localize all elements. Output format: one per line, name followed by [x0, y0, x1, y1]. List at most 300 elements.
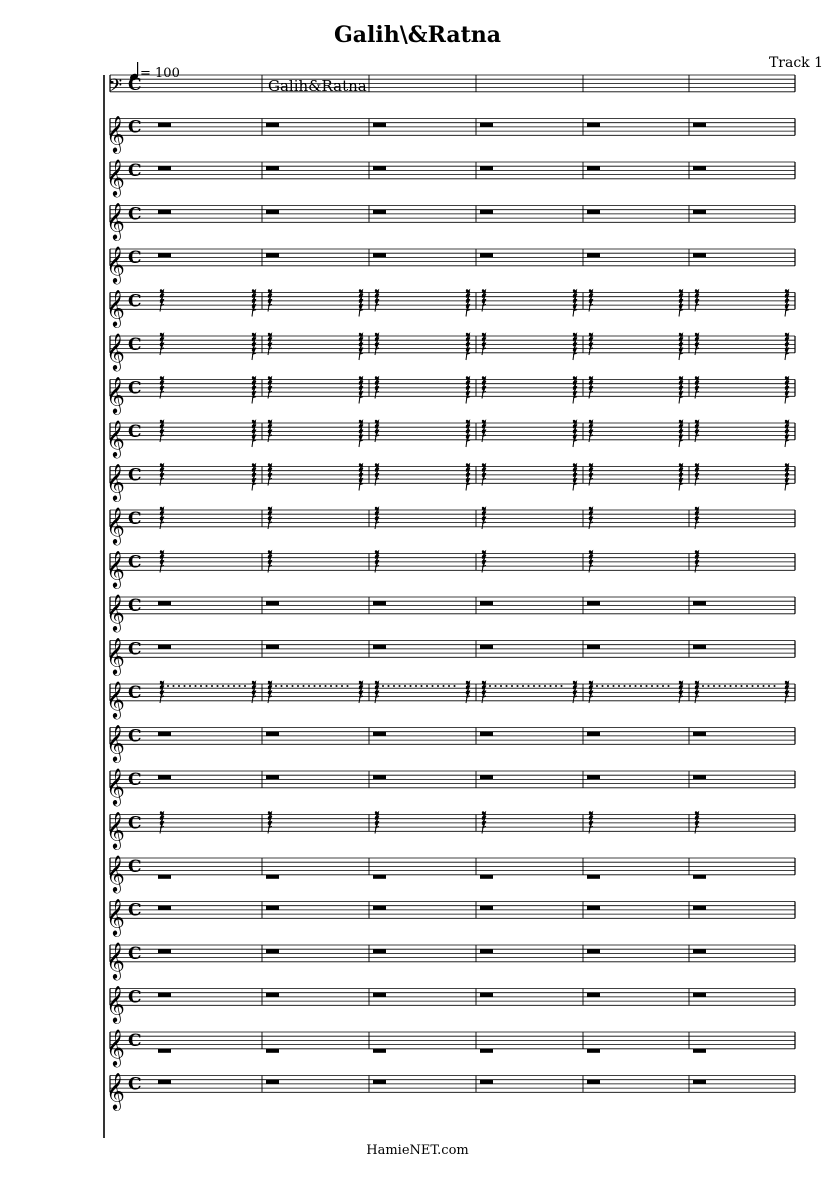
whole-rest: [693, 645, 706, 649]
staff-15: [106, 680, 795, 719]
whole-rest: [158, 166, 171, 170]
rest-stack: [573, 289, 577, 316]
whole-rest: [158, 1049, 171, 1053]
whole-rest: [693, 949, 706, 953]
rest-stack: [589, 550, 593, 572]
rest-stack: [268, 681, 272, 703]
rest-stack: [160, 420, 164, 442]
whole-rest: [693, 123, 706, 127]
dot: [596, 685, 598, 687]
rest-stack: [679, 681, 683, 703]
rest-stack: [375, 681, 379, 703]
rest-stack: [359, 463, 363, 490]
rest-stack: [160, 463, 164, 485]
whole-rest: [266, 949, 279, 953]
dot: [719, 685, 721, 687]
staff-1: [108, 75, 795, 101]
whole-rest: [266, 601, 279, 605]
rest-stack: [466, 289, 470, 316]
time-signature: C: [128, 596, 142, 616]
whole-rest: [373, 1080, 386, 1084]
rest-stack: [359, 681, 363, 703]
dot: [763, 685, 765, 687]
whole-rest: [158, 123, 171, 127]
bass-clef-icon: 𝄢: [108, 76, 123, 101]
rest-stack: [589, 463, 593, 485]
dot: [303, 685, 305, 687]
dot: [506, 685, 508, 687]
whole-rest: [693, 253, 706, 257]
time-signature: C: [128, 813, 142, 834]
rest-stack: [268, 289, 272, 311]
staff-3: [106, 158, 795, 197]
staff-20: [106, 898, 795, 937]
whole-rest: [480, 732, 493, 736]
whole-rest: [587, 949, 600, 953]
rest-stack: [482, 376, 486, 398]
rest-stack: [482, 507, 486, 529]
whole-rest: [480, 775, 493, 779]
dot: [388, 685, 390, 687]
whole-rest: [693, 775, 706, 779]
rest-stack: [679, 333, 683, 360]
staff-2: [106, 115, 795, 154]
treble-clef-icon: 𝄞: [106, 723, 125, 762]
dot: [602, 685, 604, 687]
whole-rest: [373, 601, 386, 605]
whole-rest: [693, 993, 706, 997]
rest-stack: [785, 420, 789, 447]
dot: [281, 685, 283, 687]
dot: [730, 685, 732, 687]
dot: [189, 685, 191, 687]
staff-4: [106, 202, 795, 241]
dot: [500, 685, 502, 687]
rest-stack: [160, 289, 164, 311]
dot: [421, 685, 423, 687]
dot: [657, 685, 659, 687]
dot: [702, 685, 704, 687]
dot: [228, 685, 230, 687]
whole-rest: [158, 993, 171, 997]
dot: [233, 685, 235, 687]
dot: [336, 685, 338, 687]
rest-stack: [160, 681, 164, 703]
whole-rest: [266, 1080, 279, 1084]
rest-stack: [695, 681, 699, 703]
whole-rest: [587, 123, 600, 127]
dot: [539, 685, 541, 687]
staff-23: [106, 1028, 795, 1067]
whole-rest: [693, 875, 706, 879]
rest-stack: [573, 681, 577, 703]
dot: [489, 685, 491, 687]
whole-rest: [158, 775, 171, 779]
dot: [443, 685, 445, 687]
whole-rest: [480, 166, 493, 170]
rest-stack: [252, 463, 256, 490]
time-signature: C: [128, 770, 142, 790]
whole-rest: [587, 601, 600, 605]
staff-12: [106, 550, 795, 589]
rest-stack: [359, 376, 363, 403]
whole-rest: [373, 949, 386, 953]
rest-stack: [375, 550, 379, 572]
whole-rest: [266, 166, 279, 170]
treble-clef-icon: 𝄞: [106, 810, 125, 849]
time-signature: C: [128, 552, 142, 573]
whole-rest: [480, 906, 493, 910]
rest-stack: [695, 550, 699, 572]
dot: [239, 685, 241, 687]
whole-rest: [587, 1080, 600, 1084]
rest-stack: [375, 289, 379, 311]
time-signature: C: [128, 944, 142, 964]
dot: [184, 685, 186, 687]
whole-rest: [587, 906, 600, 910]
whole-rest: [693, 732, 706, 736]
rest-stack: [679, 463, 683, 490]
whole-rest: [480, 123, 493, 127]
whole-rest: [266, 993, 279, 997]
whole-rest: [158, 645, 171, 649]
rest-stack: [482, 681, 486, 703]
treble-clef-icon: 𝄞: [106, 201, 125, 240]
dot: [432, 685, 434, 687]
dot: [495, 685, 497, 687]
dot: [533, 685, 535, 687]
dot: [713, 685, 715, 687]
time-signature: C: [128, 683, 142, 703]
time-signature: C: [128, 291, 142, 312]
rest-stack: [482, 289, 486, 311]
dot: [454, 685, 456, 687]
rest-stack: [785, 333, 789, 360]
staff-7: [106, 332, 795, 371]
dot: [741, 685, 743, 687]
whole-rest: [693, 1049, 706, 1053]
dot: [167, 685, 169, 687]
treble-clef-icon: 𝄞: [106, 419, 125, 457]
treble-clef-icon: 𝄞: [106, 332, 125, 370]
treble-clef-icon: 𝄞: [106, 288, 125, 327]
rest-stack: [466, 420, 470, 447]
whole-rest: [373, 645, 386, 649]
dot: [724, 685, 726, 687]
whole-rest: [266, 210, 279, 214]
rest-stack: [375, 376, 379, 398]
treble-clef-icon: 𝄞: [106, 854, 125, 892]
dot: [662, 685, 664, 687]
whole-rest: [373, 123, 386, 127]
rest-stack: [679, 420, 683, 447]
rest-stack: [252, 376, 256, 403]
whole-rest: [266, 645, 279, 649]
rest-stack: [589, 811, 593, 833]
staff-6: [106, 289, 795, 328]
rest-stack: [359, 289, 363, 316]
staff-13: [106, 593, 795, 632]
dot: [511, 685, 513, 687]
dot: [613, 685, 615, 687]
whole-rest: [587, 210, 600, 214]
staff-11: [106, 506, 795, 545]
dot: [635, 685, 637, 687]
rest-stack: [695, 289, 699, 311]
dot: [341, 685, 343, 687]
dot: [178, 685, 180, 687]
dot: [752, 685, 754, 687]
time-signature: C: [128, 204, 142, 225]
rest-stack: [785, 376, 789, 403]
treble-clef-icon: 𝄞: [106, 549, 125, 588]
whole-rest: [158, 732, 171, 736]
rest-stack: [482, 420, 486, 442]
treble-clef-icon: 𝄞: [106, 375, 125, 414]
whole-rest: [373, 775, 386, 779]
dot: [200, 685, 202, 687]
rest-stack: [375, 463, 379, 485]
rest-stack: [160, 333, 164, 355]
dot: [308, 685, 310, 687]
time-signature: C: [128, 335, 142, 355]
dot: [774, 685, 776, 687]
dot: [624, 685, 626, 687]
dot: [393, 685, 395, 687]
rest-stack: [375, 333, 379, 355]
whole-rest: [158, 253, 171, 257]
dot: [735, 685, 737, 687]
whole-rest: [373, 875, 386, 879]
rest-stack: [573, 333, 577, 360]
rest-stack: [785, 289, 789, 316]
rest-stack: [695, 507, 699, 529]
whole-rest: [480, 253, 493, 257]
rest-stack: [268, 550, 272, 572]
whole-rest: [266, 123, 279, 127]
rest-stack: [695, 420, 699, 442]
dot: [275, 685, 277, 687]
time-signature: C: [128, 857, 142, 877]
time-signature: C: [128, 1031, 142, 1051]
rest-stack: [252, 333, 256, 360]
time-signature: C: [128, 639, 142, 660]
lyric-marking: Galih&Ratna: [268, 77, 367, 95]
rest-stack: [589, 333, 593, 355]
rest-stack: [679, 289, 683, 316]
rest-stack: [573, 420, 577, 447]
whole-rest: [158, 210, 171, 214]
dot: [668, 685, 670, 687]
dot: [206, 685, 208, 687]
whole-rest: [587, 875, 600, 879]
dot: [195, 685, 197, 687]
staff-5: [106, 245, 795, 284]
rest-stack: [785, 681, 789, 703]
dot: [528, 685, 530, 687]
whole-rest: [373, 1049, 386, 1053]
whole-rest: [480, 601, 493, 605]
dot: [629, 685, 631, 687]
rest-stack: [679, 376, 683, 403]
dot: [410, 685, 412, 687]
dot: [640, 685, 642, 687]
whole-rest: [266, 906, 279, 910]
rest-stack: [160, 507, 164, 529]
dot: [314, 685, 316, 687]
rest-stack: [160, 376, 164, 398]
rest-stack: [268, 333, 272, 355]
dot: [399, 685, 401, 687]
whole-rest: [158, 1080, 171, 1084]
rest-stack: [466, 463, 470, 490]
treble-clef-icon: 𝄞: [106, 680, 125, 718]
whole-rest: [587, 645, 600, 649]
treble-clef-icon: 𝄞: [106, 114, 125, 153]
treble-clef-icon: 𝄞: [106, 1071, 125, 1110]
whole-rest: [480, 1080, 493, 1084]
time-signature: C: [128, 117, 142, 138]
rest-stack: [695, 376, 699, 398]
rest-stack: [466, 333, 470, 360]
dot: [415, 685, 417, 687]
dot: [217, 685, 219, 687]
whole-rest: [266, 732, 279, 736]
whole-rest: [373, 906, 386, 910]
whole-rest: [373, 732, 386, 736]
tempo-bpm: = 100: [140, 66, 180, 81]
whole-rest: [480, 1049, 493, 1053]
whole-rest: [373, 210, 386, 214]
whole-rest: [158, 601, 171, 605]
dot: [319, 685, 321, 687]
staff-17: [106, 767, 795, 806]
whole-rest: [587, 775, 600, 779]
rest-stack: [482, 811, 486, 833]
treble-clef-icon: 𝄞: [106, 1028, 125, 1066]
treble-clef-icon: 𝄞: [106, 245, 125, 283]
score-title: Galih\&Ratna: [333, 22, 502, 48]
dot: [222, 685, 224, 687]
whole-rest: [373, 166, 386, 170]
time-signature: C: [128, 422, 142, 442]
rest-stack: [268, 463, 272, 485]
staff-18: [106, 811, 795, 850]
rest-stack: [482, 550, 486, 572]
treble-clef-icon: 𝄞: [106, 984, 125, 1023]
dot: [448, 685, 450, 687]
treble-clef-icon: 𝄞: [106, 506, 125, 544]
dot: [651, 685, 653, 687]
time-signature: C: [128, 509, 142, 529]
rest-stack: [589, 289, 593, 311]
whole-rest: [158, 875, 171, 879]
rest-stack: [589, 507, 593, 529]
rest-stack: [359, 333, 363, 360]
whole-rest: [480, 210, 493, 214]
rest-stack: [160, 811, 164, 833]
whole-rest: [480, 949, 493, 953]
treble-clef-icon: 𝄞: [106, 593, 125, 631]
treble-clef-icon: 𝄞: [106, 636, 125, 675]
staff-21: [106, 941, 795, 980]
staff-16: [106, 724, 795, 763]
rest-stack: [695, 811, 699, 833]
time-signature: C: [128, 465, 142, 486]
rest-stack: [589, 681, 593, 703]
time-signature: C: [128, 161, 142, 181]
whole-rest: [587, 253, 600, 257]
whole-rest: [266, 775, 279, 779]
rest-stack: [252, 420, 256, 447]
staff-10: [106, 463, 795, 502]
rest-stack: [695, 463, 699, 485]
rest-stack: [252, 289, 256, 316]
whole-rest: [266, 253, 279, 257]
time-signature: C: [128, 1074, 142, 1095]
rest-stack: [466, 681, 470, 703]
whole-rest: [373, 993, 386, 997]
whole-rest: [693, 166, 706, 170]
rest-stack: [359, 420, 363, 447]
dot: [757, 685, 759, 687]
dot: [607, 685, 609, 687]
treble-clef-icon: 𝄞: [106, 941, 125, 979]
rest-stack: [695, 333, 699, 355]
dot: [522, 685, 524, 687]
whole-rest: [587, 732, 600, 736]
rest-stack: [375, 507, 379, 529]
rest-stack: [589, 420, 593, 442]
rest-stack: [375, 420, 379, 442]
time-signature: C: [128, 726, 142, 747]
rest-stack: [466, 376, 470, 403]
dot: [211, 685, 213, 687]
staff-8: [106, 376, 795, 415]
rest-stack: [482, 333, 486, 355]
dot: [173, 685, 175, 687]
dot: [297, 685, 299, 687]
dot: [286, 685, 288, 687]
dot: [292, 685, 294, 687]
staff-9: [106, 419, 795, 458]
composer-label: Track 1: [768, 55, 823, 71]
dot: [325, 685, 327, 687]
treble-clef-icon: 𝄞: [106, 897, 125, 936]
whole-rest: [587, 993, 600, 997]
treble-clef-icon: 𝄞: [106, 767, 125, 805]
whole-rest: [587, 166, 600, 170]
rest-stack: [268, 420, 272, 442]
dot: [746, 685, 748, 687]
whole-rest: [266, 1049, 279, 1053]
rest-stack: [160, 550, 164, 572]
staff-22: [106, 985, 795, 1024]
rest-stack: [589, 376, 593, 398]
dot: [708, 685, 710, 687]
dot: [426, 685, 428, 687]
dot: [330, 685, 332, 687]
whole-rest: [587, 1049, 600, 1053]
time-signature: C: [128, 987, 142, 1008]
dot: [544, 685, 546, 687]
rest-stack: [573, 376, 577, 403]
rest-stack: [785, 463, 789, 490]
rest-stack: [268, 376, 272, 398]
time-signature: C: [128, 900, 142, 921]
treble-clef-icon: 𝄞: [106, 462, 125, 501]
dot: [244, 685, 246, 687]
